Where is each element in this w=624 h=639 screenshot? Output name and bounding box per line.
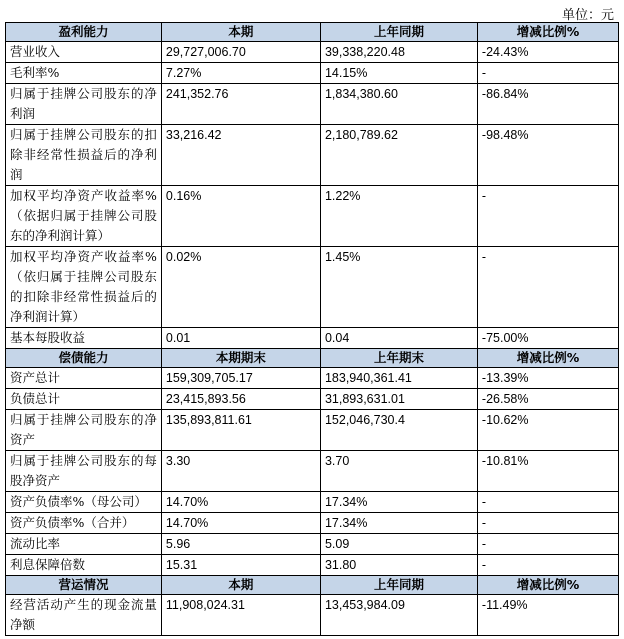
change-value: -24.43%	[477, 42, 618, 63]
header-cell: 本期	[161, 23, 320, 42]
table-row	[6, 247, 619, 328]
header-cell: 增减比例%	[477, 576, 618, 595]
change-value: -86.84%	[477, 84, 618, 125]
table-row	[6, 410, 619, 451]
row-label: 加权平均净资产收益率%（依据归属于挂牌公司股东的净利润计算）	[6, 186, 162, 247]
change-value: -26.58%	[477, 389, 618, 410]
previous-value: 1,834,380.60	[320, 84, 477, 125]
previous-value: 1.45%	[320, 247, 477, 328]
header-cell: 营运情况	[6, 576, 162, 595]
current-value: 3.30	[161, 451, 320, 492]
table-row	[6, 534, 619, 555]
change-value: -10.81%	[477, 451, 618, 492]
header-cell: 上年同期	[320, 23, 477, 42]
previous-value: 183,940,361.41	[320, 368, 477, 389]
current-value: 11,908,024.31	[161, 595, 320, 636]
current-value: 0.01	[161, 328, 320, 349]
current-value: 23,415,893.56	[161, 389, 320, 410]
change-value: -75.00%	[477, 328, 618, 349]
previous-value: 0.04	[320, 328, 477, 349]
row-label: 基本每股收益	[6, 328, 162, 349]
current-value: 7.27%	[161, 63, 320, 84]
change-value: -98.48%	[477, 125, 618, 186]
table-row	[6, 595, 619, 636]
previous-value: 17.34%	[320, 492, 477, 513]
change-value: -13.39%	[477, 368, 618, 389]
section-header-profitability	[6, 23, 619, 42]
change-value: -11.49%	[477, 595, 618, 636]
current-value: 0.16%	[161, 186, 320, 247]
row-label: 营业收入	[6, 42, 162, 63]
table-row	[6, 63, 619, 84]
row-label: 资产负债率%（母公司）	[6, 492, 162, 513]
row-label: 资产总计	[6, 368, 162, 389]
table-row	[6, 492, 619, 513]
header-cell: 偿债能力	[6, 349, 162, 368]
header-cell: 本期期末	[161, 349, 320, 368]
row-label: 流动比率	[6, 534, 162, 555]
table-row	[6, 513, 619, 534]
row-label: 归属于挂牌公司股东的净资产	[6, 410, 162, 451]
previous-value: 39,338,220.48	[320, 42, 477, 63]
previous-value: 31,893,631.01	[320, 389, 477, 410]
current-value: 5.96	[161, 534, 320, 555]
current-value: 33,216.42	[161, 125, 320, 186]
header-cell: 盈利能力	[6, 23, 162, 42]
header-cell: 上年期末	[320, 349, 477, 368]
previous-value: 13,453,984.09	[320, 595, 477, 636]
current-value: 14.70%	[161, 492, 320, 513]
table-row	[6, 186, 619, 247]
current-value: 241,352.76	[161, 84, 320, 125]
row-label: 经营活动产生的现金流量净额	[6, 595, 162, 636]
unit-label: 单位：元	[561, 8, 614, 23]
section-header-operations	[6, 576, 619, 595]
table-row	[6, 328, 619, 349]
row-label: 归属于挂牌公司股东的扣除非经常性损益后的净利润	[6, 125, 162, 186]
financial-indicators-table	[5, 22, 619, 636]
previous-value: 31.80	[320, 555, 477, 576]
row-label: 资产负债率%（合并）	[6, 513, 162, 534]
table-row	[6, 42, 619, 63]
current-value: 29,727,006.70	[161, 42, 320, 63]
current-value: 135,893,811.61	[161, 410, 320, 451]
previous-value: 5.09	[320, 534, 477, 555]
header-cell: 增减比例%	[477, 23, 618, 42]
row-label: 归属于挂牌公司股东的每股净资产	[6, 451, 162, 492]
table-row	[6, 555, 619, 576]
change-value: -	[477, 534, 618, 555]
change-value: -	[477, 513, 618, 534]
change-value: -	[477, 63, 618, 84]
change-value: -	[477, 186, 618, 247]
previous-value: 3.70	[320, 451, 477, 492]
change-value: -	[477, 247, 618, 328]
current-value: 15.31	[161, 555, 320, 576]
previous-value: 17.34%	[320, 513, 477, 534]
header-cell: 上年同期	[320, 576, 477, 595]
row-label: 归属于挂牌公司股东的净利润	[6, 84, 162, 125]
change-value: -10.62%	[477, 410, 618, 451]
header-cell: 增减比例%	[477, 349, 618, 368]
row-label: 加权平均净资产收益率%（依归属于挂牌公司股东的扣除非经常性损益后的净利润计算）	[6, 247, 162, 328]
table-row	[6, 389, 619, 410]
change-value: -	[477, 492, 618, 513]
table-row	[6, 368, 619, 389]
row-label: 利息保障倍数	[6, 555, 162, 576]
change-value: -	[477, 555, 618, 576]
previous-value: 152,046,730.4	[320, 410, 477, 451]
previous-value: 14.15%	[320, 63, 477, 84]
previous-value: 2,180,789.62	[320, 125, 477, 186]
row-label: 负债总计	[6, 389, 162, 410]
table-row	[6, 125, 619, 186]
current-value: 159,309,705.17	[161, 368, 320, 389]
current-value: 14.70%	[161, 513, 320, 534]
table-row	[6, 451, 619, 492]
header-cell: 本期	[161, 576, 320, 595]
current-value: 0.02%	[161, 247, 320, 328]
previous-value: 1.22%	[320, 186, 477, 247]
table-row	[6, 84, 619, 125]
row-label: 毛利率%	[6, 63, 162, 84]
section-header-solvency	[6, 349, 619, 368]
